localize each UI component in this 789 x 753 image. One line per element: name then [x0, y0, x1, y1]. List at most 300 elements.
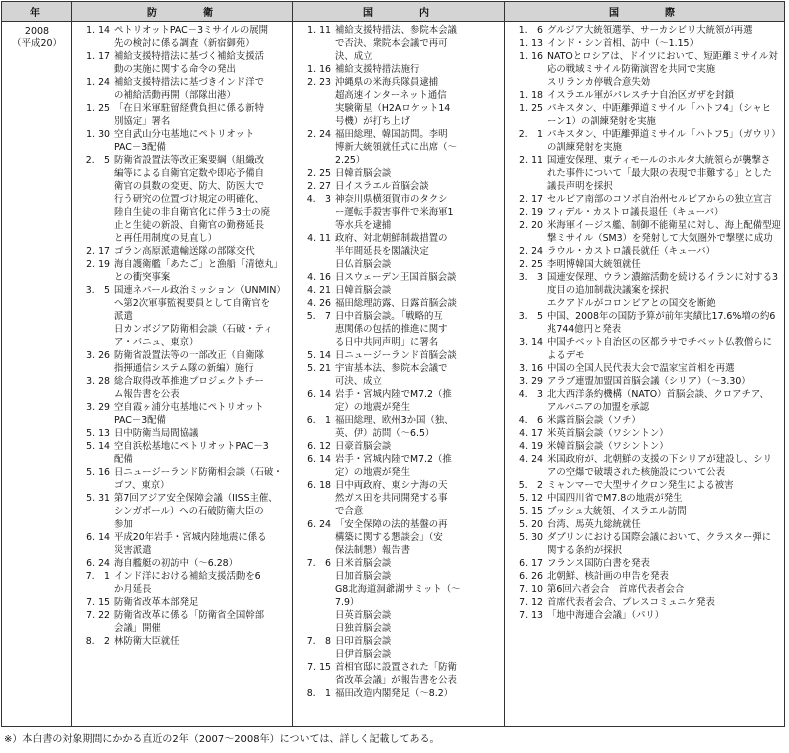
entry-date [507, 349, 547, 362]
defense-entry-row [74, 258, 290, 271]
entry-date: 8. 1 [306, 688, 331, 699]
entry-text: 福田総理訪露、日露首脳会談 [335, 298, 457, 309]
entry-date: 4. 17 [519, 428, 543, 439]
entry-text: アラブ連盟加盟国首脳会議（シリア）（～3.30） [547, 376, 751, 387]
entry-date [74, 323, 114, 336]
entry-text: 日豪首脳会談 [335, 441, 392, 452]
entry-text: 博新大統領就任式に出席（～ [335, 142, 457, 153]
entry-date [295, 570, 335, 583]
entry-date: 5. 16 [86, 467, 110, 478]
domestic-entry-row [295, 453, 502, 466]
entry-text: 日ニュージーランド首脳会談 [335, 350, 457, 361]
defense-entry-row [74, 401, 290, 414]
entry-text: で合意 [335, 506, 364, 517]
entry-text: へ第2次軍事監視要員として自衛官を [114, 298, 270, 309]
entry-text: ム報告書を公表 [114, 389, 180, 400]
header-year-label: 年 [30, 8, 44, 19]
entry-text: ペトリオットPAC－3ミサイルの展開 [114, 25, 269, 36]
entry-text: スリランカ停戦合意失効 [547, 77, 651, 88]
defense-column [74, 24, 290, 726]
entry-date: 1. 6 [518, 25, 543, 36]
entry-date [507, 401, 547, 414]
defense-entry-row [74, 622, 290, 635]
entry-date: 3. 5 [518, 311, 543, 322]
entry-text: 日イスラエル首脳会談 [335, 181, 429, 192]
entry-date [74, 479, 114, 492]
entry-text: 防衛省改革本部発足 [114, 597, 199, 608]
defense-entry-row [74, 232, 290, 245]
entry-text: 福田総理、韓国訪問。李明 [335, 129, 448, 140]
intl-entry-row [507, 76, 784, 89]
intl-entry-row [507, 453, 784, 466]
domestic-entry-row [295, 466, 502, 479]
entry-text: 補給支援特措法施行 [335, 64, 420, 75]
header-international-label: 国 際 [609, 8, 679, 19]
entry-date: 1. 17 [86, 51, 110, 62]
entry-date [74, 219, 114, 232]
entry-text: 省改革会議」が報告書を公表 [335, 675, 457, 686]
entry-date [74, 622, 114, 635]
entry-text: ミャンマーで大型サイクロン発生による被害 [547, 480, 734, 491]
intl-entry-row [507, 609, 784, 622]
domestic-entry-row [295, 401, 502, 414]
defense-entry-row [74, 388, 290, 401]
defense-entry-row [74, 570, 290, 583]
domestic-entry-row [295, 375, 502, 388]
entry-text: 恵関係の包括的推進に関す [335, 324, 448, 335]
entry-date: 6. 14 [307, 454, 331, 465]
entry-date: 4. 19 [519, 441, 543, 452]
entry-date [74, 115, 114, 128]
defense-entry-row [74, 544, 290, 557]
entry-text: 会議」開催 [114, 623, 161, 634]
entry-date: 2. 27 [307, 181, 331, 192]
entry-text: インド洋における補給支援活動を6 [114, 571, 261, 582]
entry-text: シンガポール）への石破防衛大臣の [114, 506, 264, 517]
entry-date: 5. 7 [306, 311, 331, 322]
domestic-entry-row [295, 232, 502, 245]
entry-date [295, 89, 335, 102]
entry-date [295, 141, 335, 154]
entry-text: ーン1）の訓練発射を実施 [547, 116, 656, 127]
entry-date [295, 102, 335, 115]
entry-date [295, 505, 335, 518]
domestic-entry-row [295, 180, 502, 193]
entry-date [295, 206, 335, 219]
defense-entry-row [74, 167, 290, 180]
domestic-entry-row [295, 193, 502, 206]
entry-date [74, 63, 114, 76]
entry-date [74, 518, 114, 531]
entry-text: 編等による自衛官定数や即応予備自 [114, 168, 265, 179]
entry-text: 海自艦艇の初訪中（～6.28） [114, 558, 239, 569]
entry-date: 5. 2 [518, 480, 543, 491]
entry-text: フランス国防白書を発表 [547, 558, 650, 569]
entry-text: 「在日米軍駐留経費負担に係る新特 [114, 103, 265, 114]
entry-text: 日英首脳会談 [335, 610, 392, 621]
intl-entry-row [507, 427, 784, 440]
year-western: 2008 [24, 26, 50, 37]
entry-date [74, 362, 114, 375]
entry-date [295, 622, 335, 635]
intl-entry-row [507, 297, 784, 310]
defense-entry-row [74, 440, 290, 453]
defense-entry-row [74, 492, 290, 505]
intl-entry-row [507, 310, 784, 323]
entry-date [74, 141, 114, 154]
defense-entry-row [74, 375, 290, 388]
entry-text: 日加首脳会談 [335, 571, 392, 582]
domestic-entry-row [295, 557, 502, 570]
domestic-entry-row [295, 440, 502, 453]
entry-date [295, 401, 335, 414]
header-year [2, 2, 72, 22]
entry-text: の補給活動再開（部隊出港） [114, 90, 236, 101]
entry-text: セルビア南部のコソボ自治州セルビアからの独立宣言 [547, 194, 773, 205]
defense-entry-row [74, 297, 290, 310]
entry-text: ー運転手殺害事件で米海軍1 [335, 207, 454, 218]
domestic-entry-row [295, 297, 502, 310]
entry-date: 2. 1 [518, 129, 543, 140]
intl-entry-row [507, 219, 784, 232]
intl-entry-row [507, 466, 784, 479]
defense-entry-row [74, 76, 290, 89]
intl-entry-row [507, 193, 784, 206]
entry-text: エクアドルがコロンビアとの国交を断絶 [547, 298, 716, 309]
entry-date: 6. 18 [307, 480, 331, 491]
intl-entry-row [507, 258, 784, 271]
domestic-entry-row [295, 362, 502, 375]
entry-date [74, 206, 114, 219]
entry-text: 定）の地震が発生 [335, 467, 411, 478]
domestic-entry-row [295, 414, 502, 427]
intl-entry-row [507, 37, 784, 50]
entry-date: 4. 11 [307, 233, 331, 244]
entry-date: 6. 24 [86, 558, 110, 569]
entry-text: 李明博韓国大統領就任 [547, 259, 641, 270]
entry-date [507, 167, 547, 180]
domestic-entry-row [295, 349, 502, 362]
entry-date: 7. 12 [519, 597, 543, 608]
column-divider [504, 2, 505, 726]
entry-date: 1. 24 [86, 77, 110, 88]
entry-text: ブッシュ大統領、イスラエル訪問 [547, 506, 687, 517]
entry-date: 1. 30 [86, 129, 110, 140]
entry-text: 防衛省設置法等の一部改正（自衛隊 [114, 350, 265, 361]
domestic-entry-row [295, 531, 502, 544]
domestic-entry-row [295, 115, 502, 128]
entry-date: 1. 16 [307, 64, 331, 75]
defense-entry-row [74, 284, 290, 297]
entry-text: 米露首脳会談（ソチ） [547, 415, 641, 426]
entry-date: 3. 14 [519, 337, 543, 348]
entry-date: 4. 21 [307, 285, 331, 296]
domestic-entry-row [295, 323, 502, 336]
entry-date: 6. 17 [519, 558, 543, 569]
intl-entry-row [507, 401, 784, 414]
entry-text: 米国政府が、北朝鮮の支援の下シリアが建設し、シリ [547, 454, 773, 465]
intl-entry-row [507, 180, 784, 193]
intl-entry-row [507, 115, 784, 128]
intl-entry-row [507, 362, 784, 375]
entry-date: 8. 2 [85, 636, 110, 647]
entry-text: 日中両政府、東シナ海の天 [335, 480, 448, 491]
entry-text: 第6回六者会合 首席代表者会合 [547, 584, 685, 595]
entry-text: 可決、成立 [335, 376, 382, 387]
entry-text: 応の戦域ミサイル防衛演習を共同で実施 [547, 64, 716, 75]
entry-date: 1. 18 [519, 90, 543, 101]
entry-text: ダブリンにおける国際会議において、クラスター弾に [547, 532, 772, 543]
entry-date [507, 544, 547, 557]
entry-text: 中国四川省でM7.8の地震が発生 [547, 493, 683, 504]
entry-date [74, 193, 114, 206]
intl-entry-row [507, 336, 784, 349]
entry-date: 1. 16 [519, 51, 543, 62]
entry-text: 首席代表者会合、プレスコミュニケ発表 [547, 597, 715, 608]
entry-text: 福田総理、欧州3か国（独、 [335, 415, 454, 426]
domestic-entry-row [295, 206, 502, 219]
intl-entry-row [507, 440, 784, 453]
domestic-entry-row [295, 167, 502, 180]
entry-text: パキスタン、中距離弾道ミサイル「ハトフ4」（シャヒ [547, 103, 772, 114]
domestic-entry-row [295, 479, 502, 492]
entry-text: 沖縄県の米海兵隊員逮捕 [335, 77, 439, 88]
entry-date: 1. 14 [86, 25, 110, 36]
defense-entry-row [74, 505, 290, 518]
domestic-entry-row [295, 284, 502, 297]
entry-text: 日印首脳会談 [335, 636, 392, 647]
entry-date: 5. 20 [519, 519, 543, 530]
entry-text: G8北海道洞爺湖サミット（～ [335, 584, 461, 595]
entry-text: 平成20年岩手・宮城内陸地震に係る [114, 532, 267, 543]
entry-text: 空自霞ヶ浦分屯基地にペトリオット [114, 402, 264, 413]
domestic-entry-row [295, 635, 502, 648]
entry-date [74, 414, 114, 427]
entry-date [507, 115, 547, 128]
entry-text: フィデル・カストロ議長退任（キューバ） [547, 207, 724, 218]
column-divider [71, 2, 72, 726]
entry-text: よるデモ [547, 350, 585, 361]
entry-date: 5. 13 [86, 428, 110, 439]
defense-entry-row [74, 219, 290, 232]
domestic-entry-row [295, 37, 502, 50]
entry-date: 6. 24 [307, 519, 331, 530]
entry-text: 林防衛大臣就任 [114, 636, 180, 647]
defense-entry-row [74, 466, 290, 479]
intl-entry-row [507, 570, 784, 583]
entry-text: 日中防衛当局間協議 [114, 428, 199, 439]
entry-text: 止と生徒の新設、自衛官の勤務延長 [114, 220, 265, 231]
defense-entry-row [74, 193, 290, 206]
entry-text: れた事件について「最大限の表現で非難する」とした [547, 168, 772, 179]
intl-entry-row [507, 479, 784, 492]
domestic-entry-row [295, 622, 502, 635]
entry-date [295, 427, 335, 440]
entry-text: 日独首脳会談 [335, 623, 392, 634]
entry-date: 6. 14 [86, 532, 110, 543]
entry-text: 国連ネパール政治ミッション（UNMIN） [114, 285, 286, 296]
defense-entry-row [74, 323, 290, 336]
entry-text: インド・シン首相、訪中（～1.15） [547, 38, 699, 49]
header-domestic-label: 国 内 [363, 8, 433, 19]
defense-entry-row [74, 102, 290, 115]
entry-text: イスラエル軍がパレスチナ自治区ガザを封鎖 [547, 90, 734, 101]
defense-entry-row [74, 531, 290, 544]
entry-text: 衛官の員数の変更、防大、防医大で [114, 181, 265, 192]
domestic-entry-row [295, 154, 502, 167]
entry-date: 6. 14 [307, 389, 331, 400]
entry-date: 7. 10 [519, 584, 543, 595]
entry-date: 7. 8 [306, 636, 331, 647]
entry-date [507, 141, 547, 154]
entry-date [507, 63, 547, 76]
entry-date: 1. 25 [519, 103, 543, 114]
entry-date: 6. 26 [519, 571, 543, 582]
entry-text: 中国、2008年の国防予算が前年実績比17.6%増の約6 [547, 311, 776, 322]
entry-text: 補給支援特措法、参院本会議 [335, 25, 457, 36]
entry-text: 空自浜松基地にペトリオットPAC－3 [114, 441, 269, 452]
entry-text: 「地中海連合会議」（パリ） [547, 610, 665, 621]
entry-date: 2. 24 [519, 246, 543, 257]
entry-date: 5. 14 [86, 441, 110, 452]
entry-text: アルバニアの加盟を承認 [547, 402, 650, 413]
entry-date [507, 180, 547, 193]
defense-entry-row [74, 336, 290, 349]
entry-text: 防衛省改革に係る「防衛省全国幹部 [114, 610, 265, 621]
entry-text: 補給支援特措法に基づきインド洋で [114, 77, 265, 88]
domestic-entry-row [295, 336, 502, 349]
entry-date: 7. 22 [86, 610, 110, 621]
header-defense-label: 防 衛 [147, 8, 217, 19]
entry-text: 神奈川県横須賀市のタクシ [335, 194, 448, 205]
entry-date: 3. 26 [86, 350, 110, 361]
entry-text: の訓練発射を実施 [547, 142, 623, 153]
entry-text: PAC－3配備 [114, 142, 166, 153]
entry-date [507, 466, 547, 479]
entry-date: 6. 12 [307, 441, 331, 452]
entry-date [295, 115, 335, 128]
domestic-entry-row [295, 674, 502, 687]
entry-date: 1. 11 [307, 25, 331, 36]
entry-date [295, 219, 335, 232]
defense-entry-row [74, 427, 290, 440]
entry-date [295, 596, 335, 609]
domestic-entry-row [295, 258, 502, 271]
entry-text: 日韓首脳会談 [335, 168, 392, 179]
entry-date: 5. 12 [519, 493, 543, 504]
entry-date: 3. 5 [85, 285, 110, 296]
entry-text: 日仏首脳会談 [335, 259, 392, 270]
entry-text: 福田改造内閣発足（～8.2） [335, 688, 454, 699]
entry-date [74, 89, 114, 102]
entry-text: ゴフ、東京） [114, 480, 170, 491]
domestic-entry-row [295, 24, 502, 37]
entry-text: 空自武山分屯基地にペトリオット [114, 129, 255, 140]
entry-text: 日韓首脳会談 [335, 285, 392, 296]
defense-entry-row [74, 583, 290, 596]
entry-text: か月延長 [114, 584, 152, 595]
defense-entry-row [74, 557, 290, 570]
entry-date [295, 375, 335, 388]
defense-entry-row [74, 609, 290, 622]
intl-entry-row [507, 349, 784, 362]
domestic-entry-row [295, 518, 502, 531]
entry-text: 岩手・宮城内陸でM7.2（推 [335, 454, 452, 465]
defense-entry-row [74, 479, 290, 492]
entry-text: PAC－3配備 [114, 415, 166, 426]
entry-text: 別協定」署名 [114, 116, 171, 127]
domestic-entry-row [295, 50, 502, 63]
intl-entry-row [507, 245, 784, 258]
domestic-entry-row [295, 128, 502, 141]
entry-text: 動の実施に関する命令の発出 [114, 64, 236, 75]
entry-date: 2. 23 [307, 77, 331, 88]
intl-entry-row [507, 505, 784, 518]
entry-date: 6. 1 [306, 415, 331, 426]
column-divider [292, 2, 293, 726]
entry-text: 災害派遣 [114, 545, 152, 556]
entry-text: 第7回アジア安全保障会議（IISS主催、 [114, 493, 278, 504]
intl-entry-row [507, 518, 784, 531]
entry-text: 参加 [114, 519, 133, 530]
entry-date [74, 505, 114, 518]
entry-text: 英、伊）訪問（～6.5） [335, 428, 435, 439]
entry-text: 構築に関する懇談会」（安 [335, 532, 443, 543]
entry-date: 2. 17 [519, 194, 543, 205]
entry-date [74, 297, 114, 310]
entry-text: 日ニュージーランド防衛相会談（石破・ [114, 467, 283, 478]
entry-date: 2. 11 [519, 155, 543, 166]
domestic-entry-row [295, 63, 502, 76]
entry-date: 4. 3 [518, 389, 543, 400]
entry-date [295, 531, 335, 544]
entry-text: 中国の全国人民代表大会で温家宝首相を再選 [547, 363, 735, 374]
defense-entry-row [74, 89, 290, 102]
entry-text: グルジア大統領選挙、サーカシビリ大統領が再選 [547, 25, 753, 36]
entry-text: 号機）が打ち上げ [335, 116, 411, 127]
intl-entry-row [507, 323, 784, 336]
entry-date: 5. 14 [307, 350, 331, 361]
intl-entry-row [507, 544, 784, 557]
defense-entry-row [74, 180, 290, 193]
entry-text: ゴラン高原派遣輸送隊の部隊交代 [114, 246, 255, 257]
entry-text: 超高速インターネット通信 [335, 90, 447, 101]
entry-date [74, 167, 114, 180]
entry-text: で否決、衆院本会議で再可 [335, 38, 448, 49]
defense-entry-row [74, 271, 290, 284]
intl-entry-row [507, 63, 784, 76]
defense-entry-row [74, 141, 290, 154]
domestic-entry-row [295, 141, 502, 154]
entry-text: 先の検討に係る調査（新宿御苑） [114, 38, 255, 49]
entry-date [295, 323, 335, 336]
entry-text: 岩手・宮城内陸でM7.2（推 [335, 389, 452, 400]
domestic-entry-row [295, 102, 502, 115]
entry-text: 半年間延長を閣議決定 [335, 246, 429, 257]
domestic-entry-row [295, 388, 502, 401]
entry-date [74, 453, 114, 466]
entry-date: 5. 31 [86, 493, 110, 504]
entry-text: 議長声明を採択 [547, 181, 613, 192]
entry-date [295, 37, 335, 50]
entry-text: 派遣 [114, 311, 133, 322]
defense-entry-row [74, 115, 290, 128]
entry-text: 「安全保障の法的基盤の再 [335, 519, 448, 530]
entry-date: 2. 17 [86, 246, 110, 257]
entry-date: 2. 24 [307, 129, 331, 140]
entry-date: 4. 16 [307, 272, 331, 283]
intl-entry-row [507, 206, 784, 219]
